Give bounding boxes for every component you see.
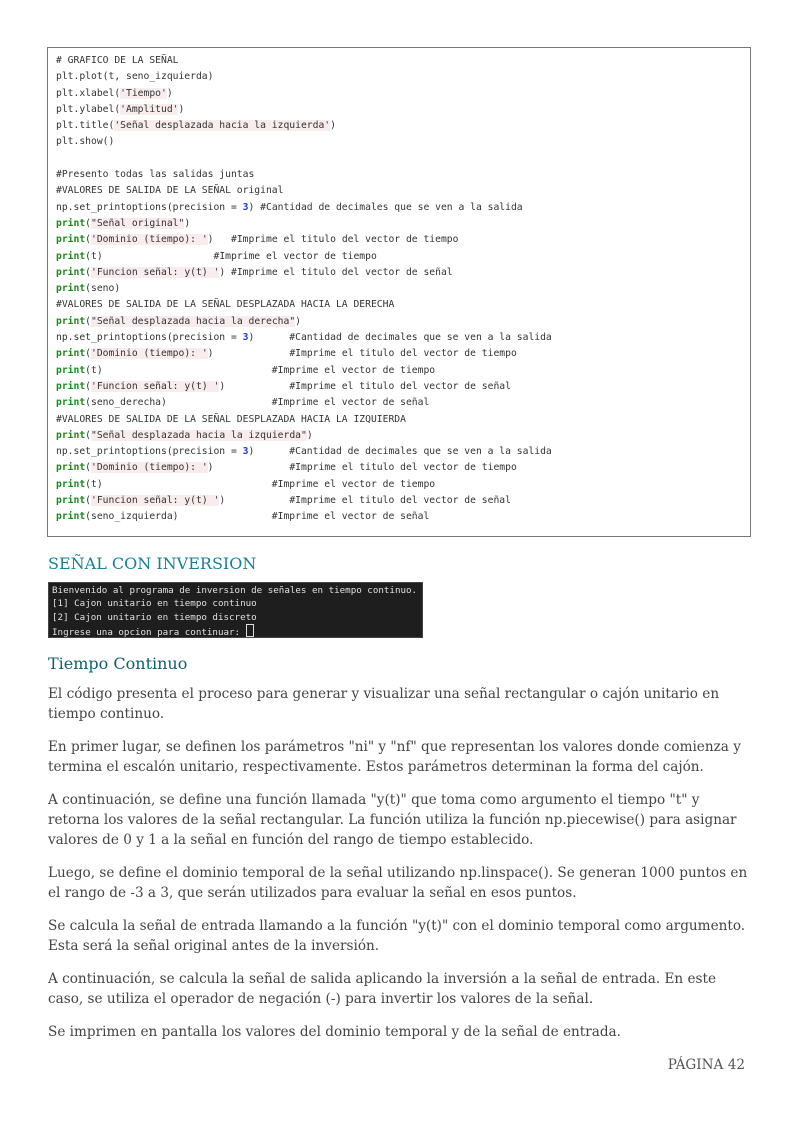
code-keyword: print [56,478,86,490]
code-line [56,379,750,395]
code-text: ( [85,234,92,246]
code-line [56,232,750,248]
code-text: ) #Cantidad de decimales que se ven a la salida [248,446,552,458]
paragraph: En primer lugar, se definen los parámetros "ni" y "nf" que representan los valores donde comienza y termina el escalón unitario, respectivamente. Estos parámetros determinan la forma del cajón. [48,739,741,775]
code-keyword: print [56,266,86,278]
terminal-line: [2] Cajon unitario en tiempo discreto [52,611,257,623]
code-line [56,200,750,216]
code-number: 3 [242,332,249,344]
code-string: "Señal desplazada hacia la izquierda" [91,429,307,441]
code-string: 'Funcion señal: y(t) ' [91,495,220,507]
terminal-prompt-line[interactable] [52,624,419,639]
code-line [56,363,750,379]
code-line [56,509,750,525]
code-text: ( [85,495,92,507]
code-text: ( [85,217,92,229]
code-line [56,428,750,444]
code-text: ) #Imprime el titulo del vector de tiempo [207,234,459,246]
code-line [56,330,750,346]
code-text: plt.xlabel( [56,87,121,99]
code-string: "Señal desplazada hacia la derecha" [91,315,296,327]
code-text: plt.title( [56,120,115,132]
body-text [48,684,748,1055]
code-text: ) #Imprime el titulo del vector de tiempo [207,348,517,360]
code-line [56,53,750,69]
code-text: np.set_printoptions(precision = [56,446,243,458]
code-line [56,183,750,199]
code-line [56,314,750,330]
code-string: 'Dominio (tiempo): ' [91,234,208,246]
code-text: (t) #Imprime el vector de tiempo [85,364,436,376]
code-text: ) [330,120,336,132]
code-text: ) #Cantidad de decimales que se ven a la salida [248,201,523,213]
terminal-output [48,582,423,638]
code-text: ) #Imprime el titulo del vector de señal [219,266,453,278]
code-line [56,346,750,362]
code-text: (t) #Imprime el vector de tiempo [85,250,377,262]
code-line [56,477,750,493]
code-line [56,151,750,167]
code-line [56,444,750,460]
code-line [56,297,750,313]
code-block [47,47,751,537]
page-number: PÁGINA 42 [667,1057,745,1073]
code-text: # GRAFICO DE LA SEÑAL [56,55,179,66]
code-text: plt.ylabel( [56,103,121,115]
code-text: ) [166,87,173,99]
terminal-line: Bienvenido al programa de inversion de señales en tiempo continuo. [52,585,418,596]
code-line [56,281,750,297]
code-line [56,118,750,134]
code-line [56,69,750,85]
code-string: 'Dominio (tiempo): ' [91,462,208,474]
code-text: plt.show() [56,136,115,148]
code-text: ( [85,315,92,327]
code-text: ) #Imprime el titulo del vector de señal [219,380,511,392]
code-line [56,216,750,232]
code-string: 'Señal desplazada hacia la izquierda' [114,120,331,132]
code-text: #VALORES DE SALIDA DE LA SEÑAL DESPLAZADA HACIA LA DERECHA [56,299,395,311]
code-text: (t) #Imprime el vector de tiempo [85,478,436,490]
terminal-cursor [246,624,254,637]
code-text: ) [306,429,313,441]
code-text: ) #Imprime el titulo del vector de tiempo [207,462,517,474]
code-keyword: print [56,348,86,360]
terminal-line: [1] Cajon unitario en tiempo continuo [52,598,257,610]
code-text: ) #Imprime el titulo del vector de señal [219,495,511,507]
code-line [56,102,750,118]
code-string: 'Tiempo' [120,87,167,99]
paragraph: El código presenta el proceso para generar y visualizar una señal rectangular o cajón unitario en tiempo continuo. [48,686,720,722]
code-string: 'Dominio (tiempo): ' [91,348,208,360]
code-line [56,86,750,102]
code-text: ) [295,315,301,327]
code-string: 'Funcion señal: y(t) ' [91,266,220,278]
code-text: ( [85,266,92,278]
code-keyword: print [56,364,86,376]
code-text: (seno) [85,283,121,295]
code-line [56,167,750,183]
code-line [56,265,750,281]
code-string: 'Amplitud' [120,103,179,115]
code-text: np.set_printoptions(precision = [56,201,243,213]
code-keyword: print [56,234,86,246]
code-text: (seno_izquierda) #Imprime el vector de señal [85,511,430,523]
code-text: #Presento todas las salidas juntas [56,169,255,181]
code-keyword: print [56,511,86,523]
code-keyword: print [56,495,86,507]
section-title: SEÑAL CON INVERSION [48,554,257,573]
subsection-title: Tiempo Continuo [48,654,188,673]
code-number: 3 [242,201,249,213]
code-text: ( [85,348,92,360]
code-line [56,460,750,476]
code-line [56,395,750,411]
code-line [56,412,750,428]
code-line [56,493,750,509]
paragraph: Luego, se define el dominio temporal de la señal utilizando np.linspace(). Se generan 1000 puntos en el rango de -3 a 3, que serán utilizados para evaluar la señal en esos puntos. [48,865,748,901]
code-keyword: print [56,397,86,409]
code-text: (seno_derecha) #Imprime el vector de señal [85,397,430,409]
code-keyword: print [56,380,86,392]
code-keyword: print [56,429,86,441]
paragraph: A continuación, se calcula la señal de salida aplicando la inversión a la señal de entrada. En este caso, se utiliza el operador de negación (-) para invertir los valores de la señal. [48,971,717,1007]
code-keyword: print [56,315,86,327]
code-text: #VALORES DE SALIDA DE LA SEÑAL original [56,185,284,197]
code-keyword: print [56,283,86,295]
paragraph: Se calcula la señal de entrada llamando a la función "y(t)" con el dominio temporal como argumento. Esta será la señal original antes de la inversión. [48,918,746,954]
paragraph: Se imprimen en pantalla los valores del dominio temporal y de la señal de entrada. [48,1024,621,1040]
code-text: ) [178,103,185,115]
code-number: 3 [242,446,249,458]
code-text: #VALORES DE SALIDA DE LA SEÑAL DESPLAZADA HACIA LA IZQUIERDA [56,413,406,425]
code-text: ( [85,429,92,441]
code-text: ) [184,217,191,229]
code-keyword: print [56,462,86,474]
code-keyword: print [56,250,86,262]
code-text: np.set_printoptions(precision = [56,332,243,344]
code-text: ( [85,462,92,474]
code-string: 'Funcion señal: y(t) ' [91,380,220,392]
paragraph: A continuación, se define una función llamada "y(t)" que toma como argumento el tiempo "t" y retorna los valores de la señal rectangular. La función utiliza la función np.piecewise() para asignar valores de 0 y 1 a la señal en función del rango de tiempo establecido. [48,792,737,848]
terminal-prompt: Ingrese una opcion para continuar: [52,626,246,638]
code-line [56,249,750,265]
code-text: plt.plot(t, seno_izquierda) [56,71,214,83]
code-string: "Señal original" [91,217,185,229]
code-keyword: print [56,217,86,229]
code-text: ) #Cantidad de decimales que se ven a la salida [248,332,552,344]
code-text: ( [85,380,92,392]
code-line [56,134,750,150]
